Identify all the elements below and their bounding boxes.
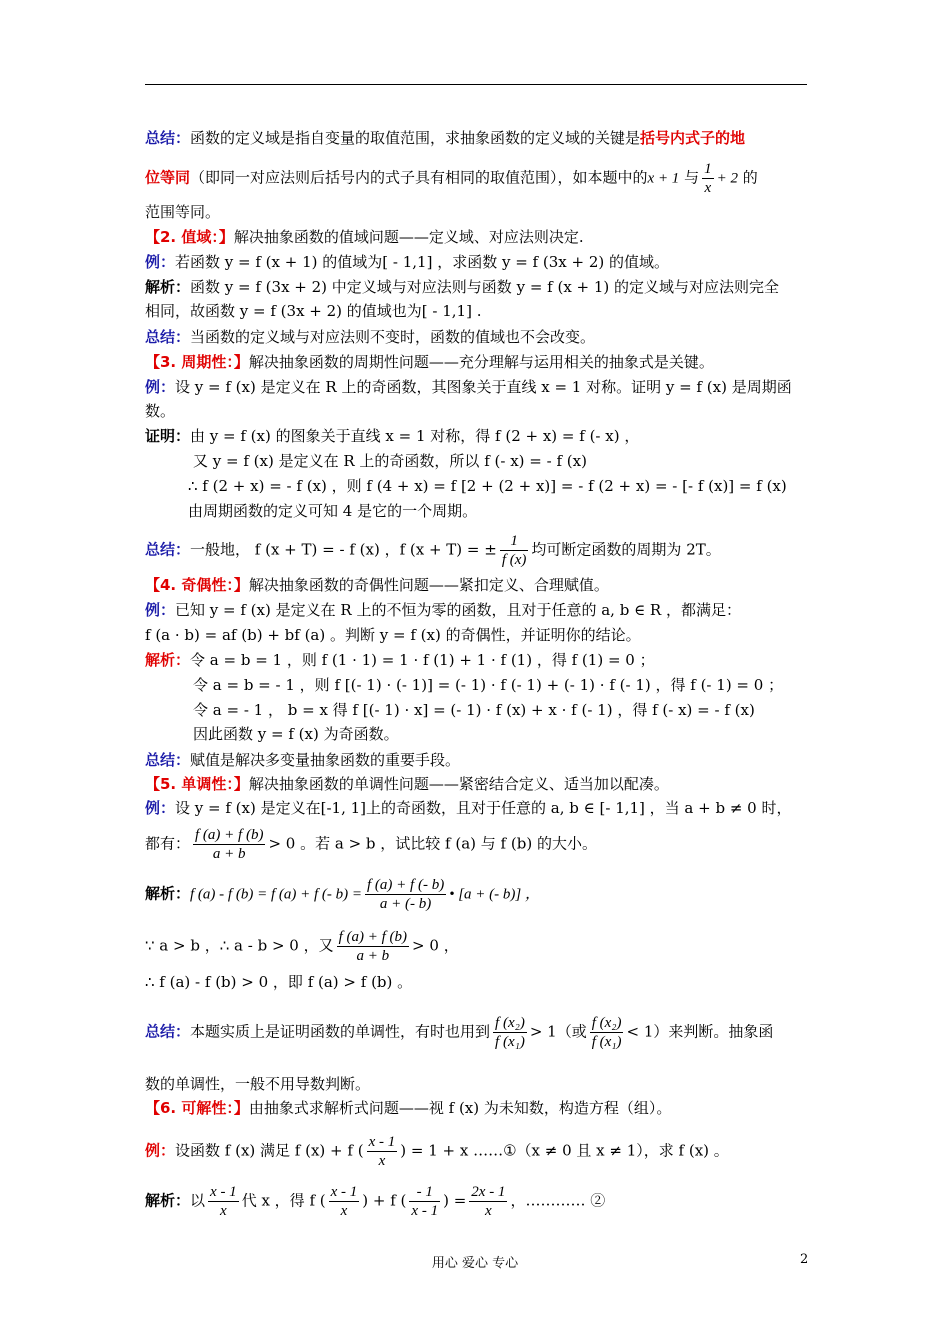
fraction: [702, 160, 714, 197]
header-rule: [145, 84, 807, 85]
proof-line: ∴ f (2 + x) = - f (x) ，则 f (4 + x) = f [2 + (2 + x)] = - f (2 + x) = - [- f (x)] = f (x): [188, 477, 787, 495]
example-label: 例：: [145, 799, 176, 817]
summary-line: [145, 750, 460, 770]
text: 均可断定函数的周期为 2T。: [531, 540, 721, 559]
proof-line: 又 y = f (x) 是定义在 R 上的奇函数，所以 f (- x) = - f (x): [193, 452, 587, 470]
section-title: 【6. 可解性：】: [145, 1099, 249, 1117]
denominator: f (x₁): [591, 1034, 622, 1050]
text: 赋值是解决多变量抽象函数的重要手段。: [190, 751, 461, 769]
solution-line: 令 a = - 1 ， b = x 得 f [(- 1) · x] = (- 1) · f (x) + x · f (- 1) ，得 f (- x) = - f (x): [193, 701, 755, 719]
text: 当函数的定义域与对应法则不变时，函数的值域也不会改变。: [190, 328, 596, 346]
example-line: [145, 377, 792, 397]
proof-line: [145, 426, 639, 446]
example-line: [145, 1133, 729, 1170]
text: 代 x ，得 f (: [241, 1191, 326, 1210]
text: ) =: [443, 1191, 467, 1210]
denominator: x: [220, 1203, 227, 1219]
example-line: [145, 252, 669, 272]
denominator: x: [704, 180, 712, 196]
text: 函数 y = f (3x + 2) 中定义域与对应法则与函数 y = f (x + 1) 的定义域与对应法则完全: [190, 278, 780, 296]
section-heading: [145, 352, 714, 372]
text: 令 a = b = 1 ，则 f (1 · 1) = 1 · f (1) + 1 · f (1) ，得 f (1) = 0 ；: [190, 651, 655, 669]
numerator: x - 1: [368, 1134, 396, 1150]
fraction: [493, 1014, 527, 1051]
proof-label: 证明：: [145, 427, 191, 445]
numerator: 1: [704, 161, 712, 177]
fraction: [409, 1183, 440, 1220]
numerator: f (a) + f (b): [195, 827, 264, 843]
text: > 0 。若 a > b ，试比较 f (a) 与 f (b) 的大小。: [268, 834, 597, 853]
example-label: 例：: [145, 378, 176, 396]
denominator: a + (- b): [379, 896, 432, 912]
text: 的: [742, 168, 758, 187]
section-desc: 解决抽象函数的单调性问题——紧密结合定义、适当加以配凑。: [248, 775, 669, 793]
fraction: [469, 1183, 507, 1220]
fraction: [590, 1014, 624, 1051]
fraction: [208, 1183, 239, 1220]
summary-label: 总结：: [145, 540, 191, 559]
section-heading: [145, 227, 584, 247]
section-desc: 由抽象式求解析式问题——视 f (x) 为未知数，构造方程（组）。: [248, 1099, 672, 1117]
solution-label: 解析：: [145, 884, 191, 903]
summary-line: [145, 327, 595, 347]
section-heading: [145, 774, 669, 794]
solution-line: [145, 1183, 605, 1220]
text: 设 y = f (x) 是定义在[-1, 1]上的奇函数，且对于任意的 a, b ∈ [- 1,1] ，当 a + b ≠ 0 时，: [175, 799, 792, 817]
numerator: f (a) + f (b): [338, 929, 408, 945]
text: 函数的定义域是指自变量的取值范围，求抽象函数的定义域的关键是: [190, 129, 641, 147]
text-line: f (a · b) = af (b) + bf (a) 。判断 y = f (x) 的奇偶性，并证明你的结论。: [145, 626, 641, 644]
section-title: 【2. 值域：】: [145, 228, 234, 246]
summary-line: [145, 128, 745, 148]
numerator: 2x - 1: [471, 1184, 506, 1200]
denominator: a + b: [356, 948, 390, 964]
numerator: 1: [500, 532, 529, 551]
page-number: 2: [800, 1252, 809, 1267]
numerator: f (a) + f (- b): [367, 877, 445, 893]
text: ∵ a > b ，∴ a - b > 0 ，又: [145, 936, 334, 955]
solution-line: [145, 277, 779, 297]
summary-line: [145, 1014, 773, 1051]
text-line: 数。: [145, 402, 176, 420]
solution-label: 解析：: [145, 1191, 191, 1210]
text-line: 范围等同。: [145, 203, 221, 221]
solution-line: ∴ f (a) - f (b) > 0 ，即 f (a) > f (b) 。: [145, 973, 413, 991]
text: 本题实质上是证明函数的单调性，有时也用到: [190, 1022, 491, 1041]
numerator: x - 1: [210, 1184, 237, 1200]
proof-line: 由周期函数的定义可知 4 是它的一个周期。: [188, 502, 478, 520]
denominator: x: [378, 1153, 386, 1169]
math: x + 1: [647, 170, 680, 187]
text-line: 数的单调性，一般不用导数判断。: [145, 1075, 371, 1093]
numerator: - 1: [409, 1183, 440, 1202]
fraction: [365, 876, 446, 913]
math: • [a + (- b)] ，: [449, 886, 540, 903]
emphasis-text: 括号内式子的地: [640, 129, 746, 147]
text: ) = 1 + x ……①（x ≠ 0 且 x ≠ 1），求 f (x) 。: [400, 1141, 729, 1160]
summary-label: 总结：: [145, 751, 191, 769]
denominator: x - 1: [411, 1203, 439, 1219]
section-desc: 解决抽象函数的周期性问题——充分理解与运用相关的抽象式是关键。: [248, 353, 714, 371]
text: 设 y = f (x) 是定义在 R 上的奇函数，其图象关于直线 x = 1 对称。证明 y = f (x) 是周期函: [175, 378, 792, 396]
text: < 1）来判断。抽象函: [626, 1022, 774, 1041]
math: + 2: [716, 170, 738, 187]
denominator: x: [485, 1203, 492, 1219]
text: ) + f (: [362, 1191, 407, 1210]
emphasis-text: 位等同: [145, 168, 191, 187]
solution-line: [145, 876, 540, 913]
fraction: [329, 1183, 360, 1220]
example-line: [145, 798, 792, 818]
numerator: f (x₂): [591, 1015, 622, 1031]
section-desc: 解决抽象函数的值域问题——定义域、对应法则决定.: [233, 228, 584, 246]
text: 一般地， f (x + T) = - f (x) ，f (x + T) = ±: [190, 540, 497, 559]
text-line: 相同，故函数 y = f (3x + 2) 的值域也为[ - 1,1] .: [145, 302, 482, 320]
text: 由 y = f (x) 的图象关于直线 x = 1 对称，得 f (2 + x) = f (- x) ，: [190, 427, 640, 445]
summary-label: 总结：: [145, 1022, 191, 1041]
summary-line: [145, 160, 758, 197]
numerator: f (x₂): [495, 1015, 525, 1031]
fraction: [193, 826, 265, 863]
text: （即同一对应法则后括号内的式子具有相同的取值范围），如本题中的: [190, 168, 648, 187]
section-title: 【4. 奇偶性：】: [145, 576, 249, 594]
footer-text: 用心 爱心 专心: [431, 1256, 519, 1271]
example-label: 例：: [145, 601, 176, 619]
math: f (a) - f (b) = f (a) + f (- b) =: [190, 886, 363, 903]
fraction: [500, 532, 529, 569]
denominator: f (x): [501, 552, 527, 568]
text: 都有：: [145, 834, 191, 853]
numerator: x - 1: [330, 1184, 358, 1200]
text: > 0 ，: [412, 936, 459, 955]
summary-line: [145, 532, 721, 569]
example-line: [145, 600, 741, 620]
solution-line: 令 a = b = - 1 ，则 f [(- 1) · (- 1)] = (- 1) · f (- 1) + (- 1) · f (- 1) ，得 f (- 1) = 0 ；: [193, 676, 784, 694]
section-title: 【5. 单调性：】: [145, 775, 249, 793]
fraction: [367, 1133, 398, 1170]
summary-label: 总结：: [145, 129, 191, 147]
denominator: f (x₁): [495, 1034, 525, 1050]
summary-label: 总结：: [145, 328, 191, 346]
section-heading: [145, 1098, 671, 1118]
section-desc: 解决抽象函数的奇偶性问题——紧扣定义、合理赋值。: [248, 576, 609, 594]
denominator: a + b: [212, 846, 246, 862]
example-label: 例：: [145, 253, 176, 271]
section-title: 【3. 周期性：】: [145, 353, 249, 371]
solution-label: 解析：: [145, 651, 191, 669]
text-line: [145, 826, 597, 863]
text: 与: [684, 168, 700, 187]
section-heading: [145, 575, 609, 595]
denominator: x: [340, 1203, 348, 1219]
solution-line: [145, 650, 655, 670]
text: ，………… ②: [510, 1191, 606, 1210]
text: 若函数 y = f (x + 1) 的值域为[ - 1,1] ，求函数 y = f (3x + 2) 的值域。: [175, 253, 669, 271]
solution-line: 因此函数 y = f (x) 为奇函数。: [193, 725, 399, 743]
example-label: 例：: [145, 1141, 176, 1160]
text: 已知 y = f (x) 是定义在 R 上的不恒为零的函数，且对于任意的 a, b ∈ R ，都满足：: [175, 601, 741, 619]
text: 设函数 f (x) 满足 f (x) + f (: [175, 1141, 364, 1160]
solution-label: 解析：: [145, 278, 191, 296]
solution-line: [145, 928, 459, 965]
fraction: [337, 928, 409, 965]
text: 以: [190, 1191, 206, 1210]
text: > 1（或: [529, 1022, 587, 1041]
